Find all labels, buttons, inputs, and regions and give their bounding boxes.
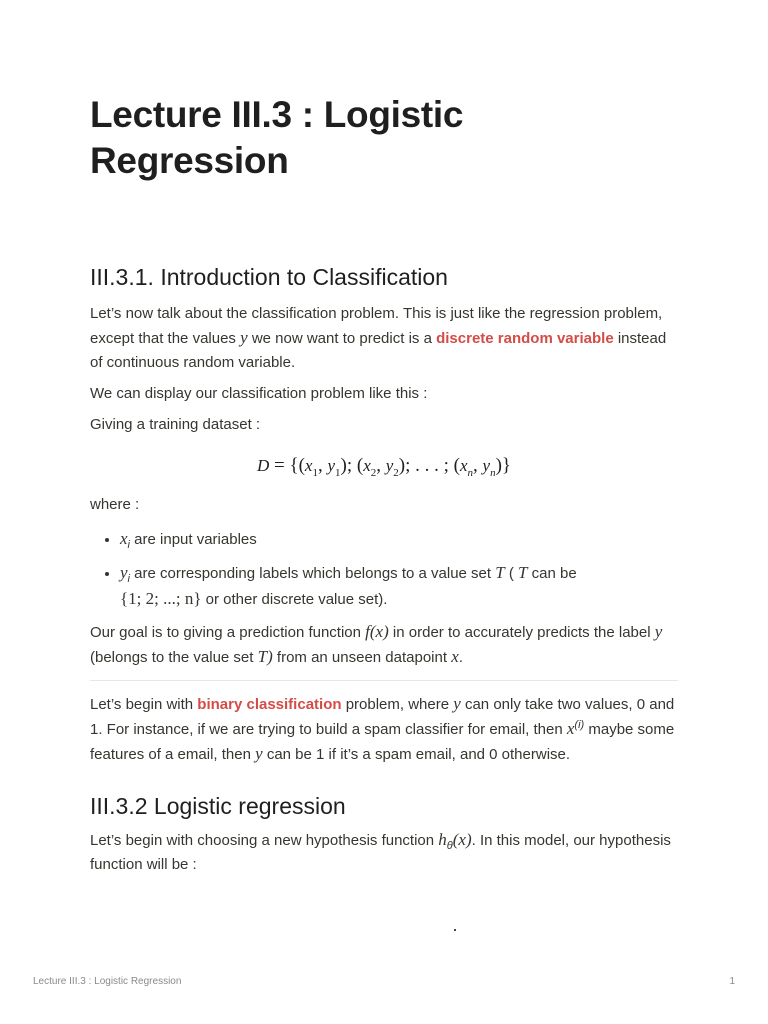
display-paragraph: We can display our classification problem like this : — [90, 385, 428, 402]
list-item: • $y_i$ are corresponding labels which belongs to a value set T ( T can be {1; 2; ...; n} or other discrete value set). — [120, 560, 678, 612]
var-y: y — [240, 328, 248, 347]
list-item: • $x_i$ are input variables — [120, 526, 678, 552]
where-label: where : — [90, 496, 140, 513]
variable-list — [90, 526, 678, 612]
formula-fragment — [454, 929, 456, 931]
page-title — [90, 92, 678, 184]
page-title-line2: Regression — [90, 140, 289, 181]
value-set: {1; 2; ...; n} — [120, 589, 202, 608]
document-page — [90, 92, 678, 877]
hypothesis-paragraph: Let’s begin with choosing a new hypothesis function $h_\theta(x)$. In this model, our hypothesis function will be : — [90, 830, 671, 873]
intro-paragraph: Let’s now talk about the classification problem. This is just like the regression problem, except that the values y we now want to predict is a discrete random variable instead of continuous random variable. — [90, 305, 667, 371]
training-dataset-paragraph: Giving a training dataset : — [90, 416, 261, 433]
divider — [90, 680, 678, 681]
highlight-binary-classification: binary classification — [197, 696, 342, 713]
footer-title: Lecture III.3 : Logistic Regression — [33, 976, 182, 987]
page-footer — [33, 976, 735, 987]
page-number: 1 — [729, 976, 735, 987]
section-heading-logistic-regression: III.3.2 Logistic regression — [90, 793, 346, 819]
dataset-formula: $D = \{(x_1$, $y_1$); ($x_2$, $y_2$); . . . ; ($x_n$, $y_n$)} — [256, 455, 512, 479]
binary-classification-paragraph: Let’s begin with binary classification problem, where y can only take two values, 0 and 1. For instance, if we are trying to build a spam classifier for email, then $x^{(i)}$ maybe some features of a email, then y can be 1 if it’s a spam email, and 0 otherwise. — [90, 694, 675, 763]
highlight-discrete-random-variable: discrete random variable — [436, 330, 614, 347]
page-title-line1: Lecture III.3 : Logistic — [90, 94, 464, 135]
section-heading-intro: III.3.1. Introduction to Classification — [90, 264, 448, 290]
goal-paragraph: Our goal is to giving a prediction function f(x) in order to accurately predicts the label y (belongs to the value set T) from an unseen datapoint x. — [90, 622, 663, 666]
